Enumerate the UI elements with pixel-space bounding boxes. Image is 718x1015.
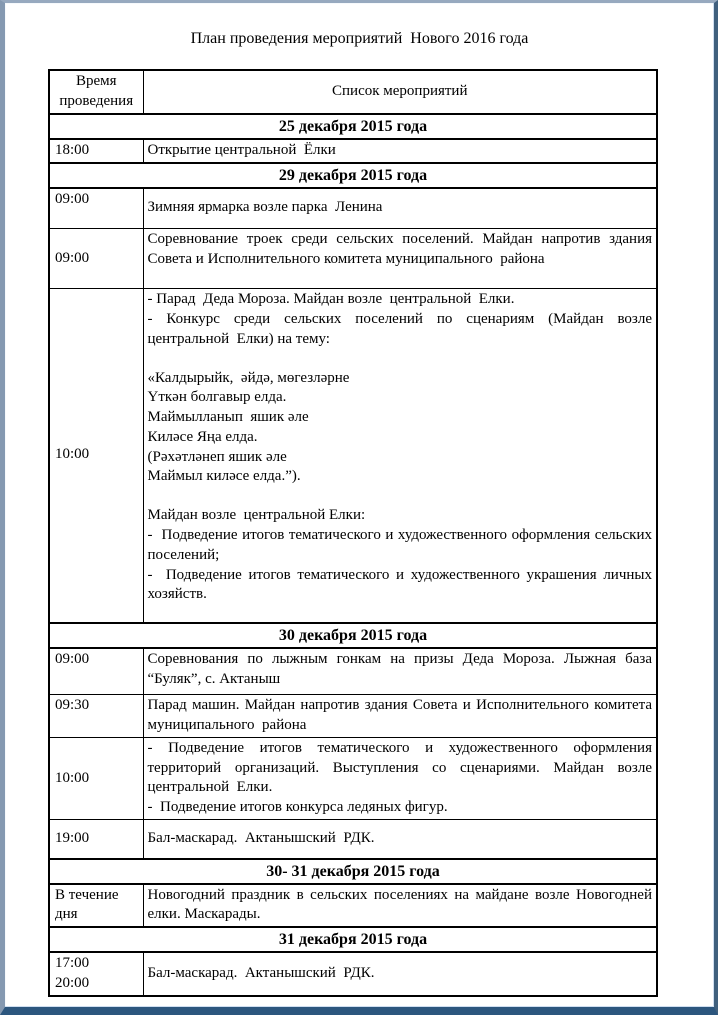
section-date: 30 декабря 2015 года [49,623,657,648]
event-paragraph [148,350,653,369]
event-paragraph: - Подведение итогов тематического и художественного оформления территорий организаций. Выступления со сценариями. Майдан возле центральной Елки. [147,739,656,796]
time-line: 09:00 [55,190,90,207]
event-paragraph: Парад машин. Майдан напротив здания Совета и Исполнительного комитета муниципального района [147,697,656,734]
section-date: 29 декабря 2015 года [49,163,657,188]
events-cell [143,884,657,928]
time-cell [49,289,143,623]
events-cell [143,139,657,163]
event-paragraph: Маймылланып яшик әле [147,409,309,426]
time-line: 09:00 [55,650,90,667]
event-row [49,820,657,859]
event-row [49,695,657,738]
section-date: 30- 31 декабря 2015 года [49,859,657,884]
event-paragraph [148,487,653,506]
event-paragraph: - Парад Деда Мороза. Майдан возле центральной Елки. [147,291,515,308]
time-line: 10:00 [55,446,90,463]
time-line: В течение [55,886,119,903]
event-row [49,139,657,163]
section-date: 25 декабря 2015 года [49,114,657,139]
time-cell [49,884,143,928]
events-cell [143,737,657,819]
time-cell [49,139,143,163]
time-line: 18:00 [55,141,90,158]
events-cell [143,695,657,738]
event-row [49,229,657,289]
event-row [49,952,657,996]
event-paragraph: - Подведение итогов конкурса ледяных фигур. [147,799,448,816]
event-paragraph: Маймыл киләсе елда.”). [147,468,301,485]
event-paragraph: - Подведение итогов тематического и художественного оформления сельских поселений; [147,527,656,563]
event-row [49,188,657,229]
header-row [49,70,657,114]
time-line: дня [55,906,78,923]
event-paragraph: - Конкурс среди сельских поселений по сценариям (Майдан возле центральной Елки) на тему: [147,310,656,347]
time-line: 10:00 [55,769,90,786]
event-row [49,737,657,819]
event-paragraph: Открытие центральной Ёлки [147,141,336,158]
time-cell [49,695,143,738]
section-row [49,859,657,884]
section-row [49,927,657,952]
section-row [49,114,657,139]
event-paragraph: Бал-маскарад. Актанышский РДК. [147,965,375,982]
event-paragraph: «Калдырыйк, әйдә, мөгезләрне [147,369,350,386]
section-row [49,163,657,188]
events-cell [143,188,657,229]
column-header-time: Время проведения [49,70,143,114]
events-table [48,69,658,997]
events-table-header [49,70,657,114]
time-cell [49,188,143,229]
event-paragraph: Соревнования по лыжным гонкам на призы Деда Мороза. Лыжная база “Буляк”, с. Актаныш [147,650,656,687]
event-paragraph: Үткән болгавыр елда. [147,389,287,406]
time-cell [49,952,143,996]
events-cell [143,289,657,623]
event-paragraph: Зимняя ярмарка возле парка Ленина [147,199,383,216]
time-line: 09:30 [55,697,90,714]
time-cell [49,820,143,859]
section-date: 31 декабря 2015 года [49,927,657,952]
document-title: План проведения мероприятий Нового 2016 года [190,30,529,47]
event-paragraph: Киләсе Яңа елда. [147,428,258,445]
time-line: 20:00 [55,975,90,992]
time-cell [49,229,143,289]
time-line: 17:00 [55,955,90,972]
column-header-events: Список мероприятий [143,70,657,114]
time-cell [49,737,143,819]
event-row [49,648,657,695]
time-cell [49,648,143,695]
event-paragraph: Соревнование троек среди сельских поселений. Майдан напротив здания Совета и Исполнительного комитета муниципального района [147,231,656,267]
time-line: 19:00 [55,829,90,846]
time-line: 09:00 [55,249,90,266]
event-paragraph: Новогодний праздник в сельских поселениях на майдане возле Новогодней елки. Маскарады. [147,886,656,923]
events-cell [143,820,657,859]
events-cell [143,952,657,996]
event-row [49,289,657,623]
event-row [49,884,657,928]
section-row [49,623,657,648]
event-paragraph: Майдан возле центральной Елки: [147,507,366,524]
event-paragraph: - Подведение итогов тематического и художественного украшения личных хозяйств. [147,566,656,603]
events-cell [143,229,657,289]
event-paragraph: Бал-маскарад. Актанышский РДК. [147,829,375,846]
events-cell [143,648,657,695]
events-tbody [49,114,657,996]
event-paragraph: (Рәхәтләнеп яшик әле [147,448,287,465]
